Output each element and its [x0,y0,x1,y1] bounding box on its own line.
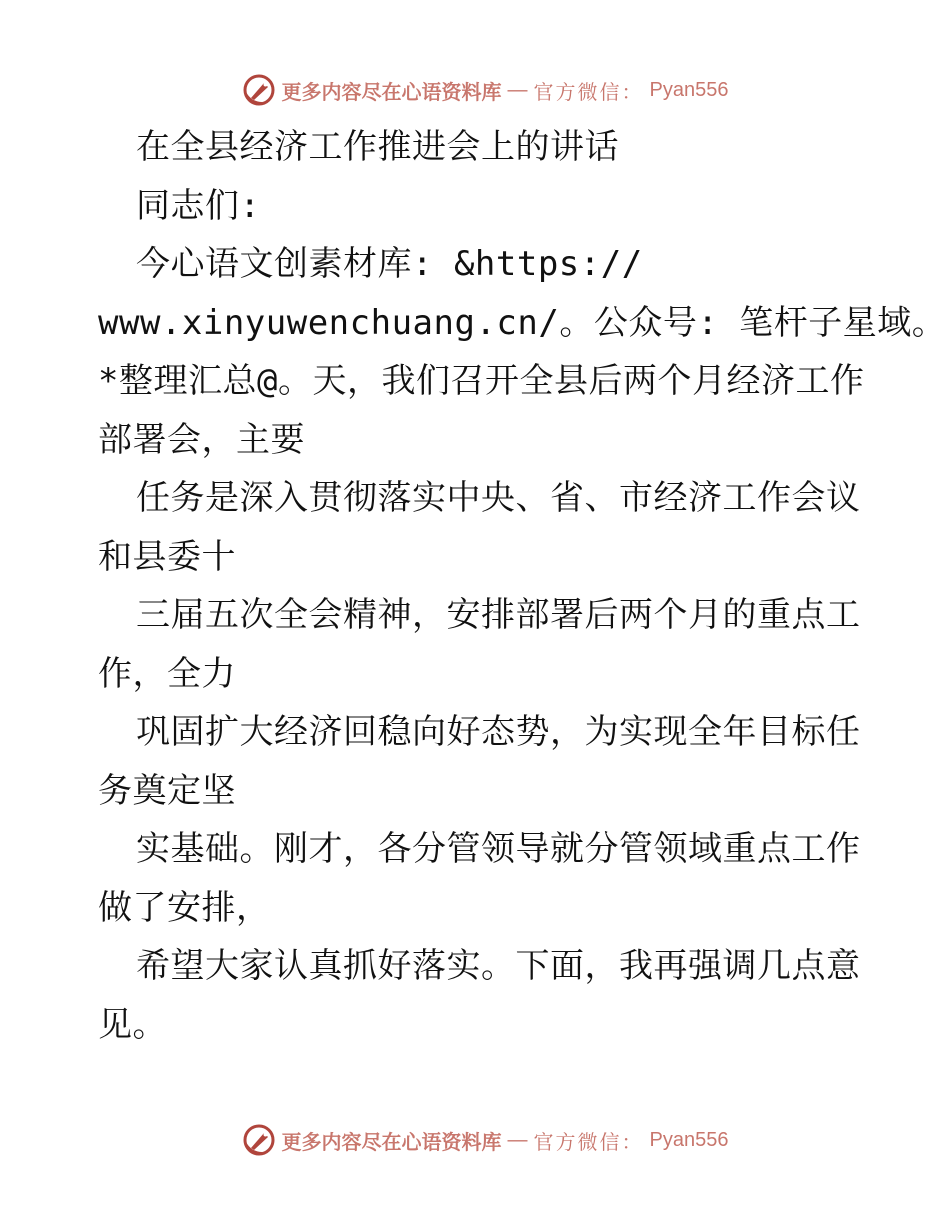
text-line: www.xinyuwenchuang.cn/。公众号: 笔杆子星域。 [98,302,947,343]
text-line: 部署会，主要 [98,419,305,460]
text-line: 务奠定坚 [98,770,236,811]
text-line: 今心语文创素材库: &https:// [136,244,643,284]
text-line: 实基础。刚才，各分管领导就分管领域重点工作 [136,829,861,869]
banner-wechat-id: Pyan556 [649,78,729,101]
text-line: 希望大家认真抓好落实。下面，我再强调几点意 [136,946,861,986]
banner-wechat-label: 官方微信： [533,79,644,104]
text-line: 巩固扩大经济回稳向好态势，为实现全年目标任 [136,712,861,752]
pen-nib-logo-icon [242,73,276,107]
text-line: 三届五次全会精神，安排部署后两个月的重点工 [136,595,861,635]
text-line: 作，全力 [98,653,236,694]
text-line: 和县委十 [98,536,236,577]
text-line: *整理汇总@。天，我们召开全县后两个月经济工作 [98,361,865,401]
banner-separator: — [507,1128,528,1151]
document-body [98,118,947,1054]
banner-separator: — [507,78,528,101]
header-banner [0,70,950,110]
text-line: 任务是深入贯彻落实中央、省、市经济工作会议 [136,478,861,518]
salutation: 同志们: [136,185,261,226]
banner-group [242,1123,729,1157]
text-line: 见。 [98,1004,167,1045]
footer-banner [0,1120,950,1160]
text-line: 做了安排， [98,887,271,928]
document-title: 在全县经济工作推进会上的讲话 [136,127,619,167]
banner-title: 更多内容尽在心语资料库 [281,1129,502,1154]
banner-wechat-label: 官方微信： [533,1129,644,1154]
pen-nib-logo-icon [242,1123,276,1157]
banner-title: 更多内容尽在心语资料库 [281,79,502,104]
banner-wechat-id: Pyan556 [649,1128,729,1151]
banner-group [242,73,729,107]
